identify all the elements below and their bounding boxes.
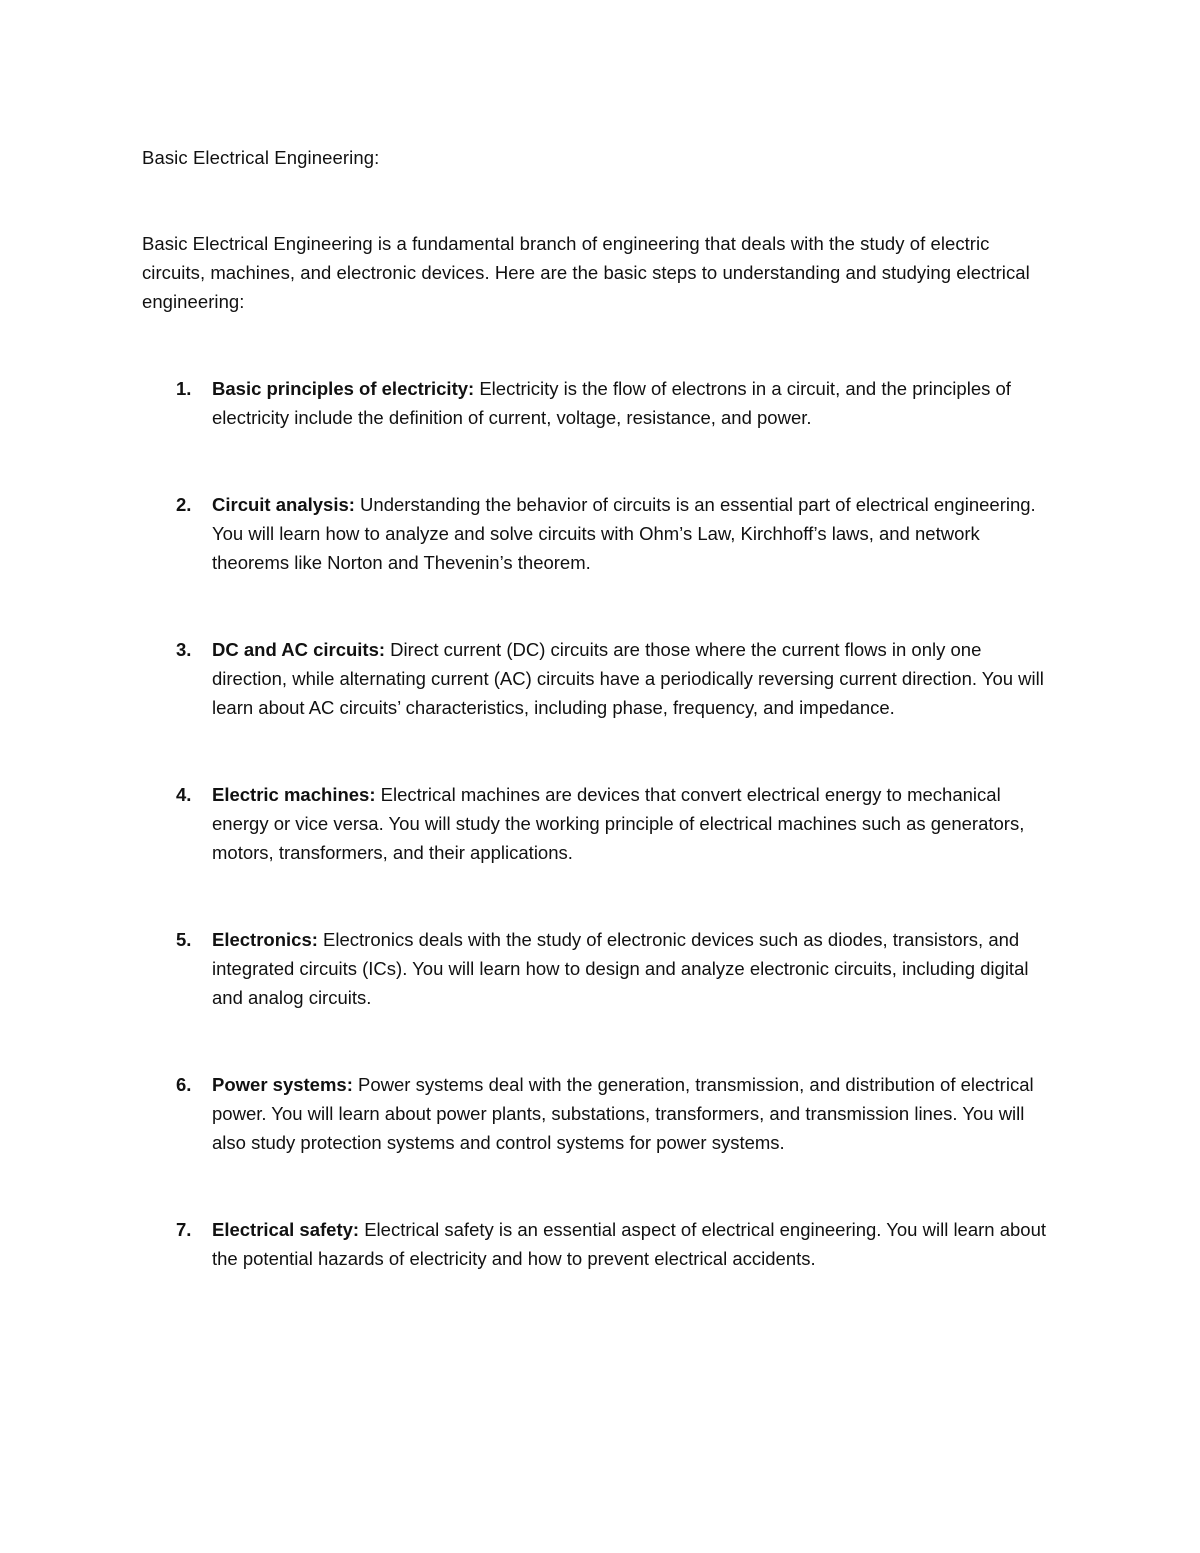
step-number: 4. <box>176 784 192 805</box>
step-number: 3. <box>176 639 192 660</box>
step-term: DC and AC circuits: <box>212 639 386 660</box>
list-item <box>142 925 1057 1012</box>
intro-paragraph: Basic Electrical Engineering is a fundamental branch of engineering that deals with the study of electric circuits, machines, and electronic devices. Here are the basic steps to understanding and studying electrical engineering: <box>142 233 1030 312</box>
steps-list <box>142 374 1057 1331</box>
step-term: Electrical safety: <box>212 1219 360 1240</box>
step-description: Electrical machines are devices that convert electrical energy to mechanical energy or vice versa. You will study the working principle of electrical machines such as generators, motors, transformers, and their applications. <box>212 784 1025 863</box>
step-description: Electricity is the flow of electrons in a circuit, and the principles of electricity include the definition of current, voltage, resistance, and power. <box>212 378 1011 428</box>
step-term: Electronics: <box>212 929 318 950</box>
step-description: Electronics deals with the study of electronic devices such as diodes, transistors, and integrated circuits (ICs). You will learn how to design and analyze electronic circuits, including digital and analog circuits. <box>212 929 1029 1008</box>
step-term: Electric machines: <box>212 784 376 805</box>
step-term: Basic principles of electricity: <box>212 378 475 399</box>
step-number: 7. <box>176 1219 192 1240</box>
step-number: 2. <box>176 494 192 515</box>
step-number: 6. <box>176 1074 192 1095</box>
list-item <box>142 490 1057 577</box>
step-term: Power systems: <box>212 1074 353 1095</box>
step-number: 1. <box>176 378 192 399</box>
list-item <box>142 635 1057 722</box>
document-title: Basic Electrical Engineering: <box>142 147 380 168</box>
step-description: Power systems deal with the generation, transmission, and distribution of electrical power. You will learn about power plants, substations, transformers, and transmission lines. You will also study protection systems and control systems for power systems. <box>212 1074 1034 1153</box>
step-description: Understanding the behavior of circuits is an essential part of electrical engineering. You will learn how to analyze and solve circuits with Ohm’s Law, Kirchhoff’s laws, and network theorems like Norton and Thevenin’s theorem. <box>212 494 1036 573</box>
list-item <box>142 1070 1057 1157</box>
step-term: Circuit analysis: <box>212 494 355 515</box>
step-description: Electrical safety is an essential aspect of electrical engineering. You will learn about the potential hazards of electricity and how to prevent electrical accidents. <box>212 1219 1047 1269</box>
list-item <box>142 374 1057 432</box>
list-item <box>142 1215 1057 1273</box>
list-item <box>142 780 1057 867</box>
step-description: Direct current (DC) circuits are those where the current flows in only one direction, while alternating current (AC) circuits have a periodically reversing current direction. You will learn about AC circuits’ characteristics, including phase, frequency, and impedance. <box>212 639 1044 718</box>
step-number: 5. <box>176 929 192 950</box>
